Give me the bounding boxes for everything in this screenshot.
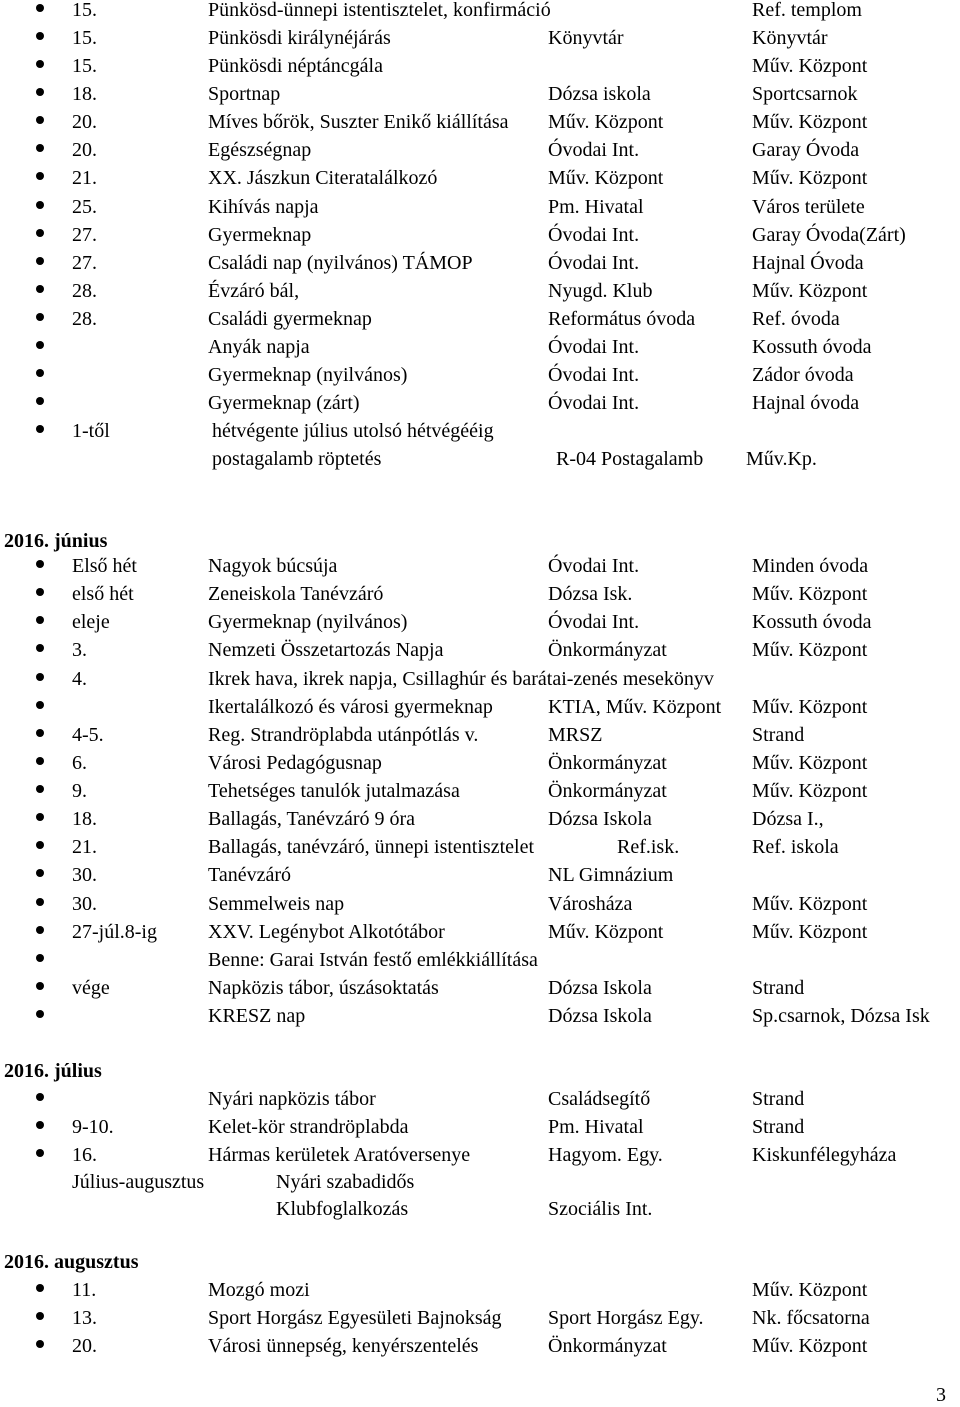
event-organizer: MRSZ <box>548 724 603 746</box>
list-item <box>0 334 960 360</box>
list-item-continuation <box>0 1196 960 1222</box>
list-item <box>0 666 960 692</box>
event-title: Gyermeknap <box>208 224 312 246</box>
bullet-icon <box>36 644 44 652</box>
event-organizer: Műv. Központ <box>548 167 664 189</box>
event-organizer: Óvodai Int. <box>548 555 640 577</box>
event-organizer: Óvodai Int. <box>548 252 640 274</box>
bullet-icon <box>36 1312 44 1320</box>
list-item <box>0 25 960 51</box>
event-organizer: Dózsa Iskola <box>548 1005 652 1027</box>
event-title: Ballagás, tanévzáró, ünnepi istentisztelet <box>208 836 534 858</box>
event-location: Zádor óvoda <box>752 364 854 386</box>
event-organizer: Református óvoda <box>548 308 696 330</box>
event-date: 28. <box>72 280 97 302</box>
event-date: 15. <box>72 27 97 49</box>
event-date: 20. <box>72 1335 97 1357</box>
bullet-icon <box>36 926 44 934</box>
event-location: Sp.csarnok, Dózsa Isk <box>752 1005 930 1027</box>
event-title-continuation: Klubfoglalkozás <box>276 1198 409 1220</box>
event-date: 18. <box>72 808 97 830</box>
event-organizer: Sport Horgász Egy. <box>548 1307 704 1329</box>
event-organizer: Nyugd. Klub <box>548 280 653 302</box>
bullet-icon <box>36 869 44 877</box>
list-item <box>0 1333 960 1359</box>
bullet-icon <box>36 898 44 906</box>
bullet-icon <box>36 285 44 293</box>
bullet-icon <box>36 982 44 990</box>
event-location: Műv. Központ <box>752 639 868 661</box>
event-title: Városi Pedagógusnap <box>208 752 382 774</box>
event-title: Gyermeknap (zárt) <box>208 392 360 414</box>
event-title: Sportnap <box>208 83 281 105</box>
event-organizer: Önkormányzat <box>548 639 667 661</box>
event-title: Míves bőrök, Suszter Enikő kiállítása <box>208 111 509 133</box>
bullet-icon <box>36 229 44 237</box>
list-item-continuation <box>0 446 960 472</box>
event-title: Tehetséges tanulók jutalmazása <box>208 780 460 802</box>
bullet-icon <box>36 88 44 96</box>
event-location: Könyvtár <box>752 27 828 49</box>
event-title: XXV. Legénybot Alkotótábor <box>208 921 445 943</box>
event-date: 15. <box>72 55 97 77</box>
section-heading-june: 2016. június <box>4 530 108 552</box>
event-location: Nk. főcsatorna <box>752 1307 870 1329</box>
bullet-icon <box>36 757 44 765</box>
list-item <box>0 834 960 860</box>
event-location: Ref. templom <box>752 0 862 21</box>
list-item <box>0 1086 960 1112</box>
event-title: Ikrek hava, ikrek napja, Csillaghúr és barátai-zenés mesekönyv <box>208 668 714 690</box>
event-location: Kossuth óvoda <box>752 336 872 358</box>
event-location: Ref. iskola <box>752 836 839 858</box>
list-item <box>0 1003 960 1029</box>
event-title: Benne: Garai István festő emlékkiállítása <box>208 949 538 971</box>
event-location: Műv. Központ <box>752 893 868 915</box>
event-date: 21. <box>72 167 97 189</box>
event-date: 1-től <box>72 420 110 442</box>
bullet-icon <box>36 701 44 709</box>
event-date: 4. <box>72 668 87 690</box>
event-organizer: Óvodai Int. <box>548 611 640 633</box>
bullet-icon <box>36 341 44 349</box>
event-location: Műv. Központ <box>752 752 868 774</box>
bullet-icon <box>36 841 44 849</box>
event-title: Nyári szabadidős <box>276 1171 415 1193</box>
event-title: Nemzeti Összetartozás Napja <box>208 639 444 661</box>
event-organizer: Családsegítő <box>548 1088 651 1110</box>
event-date: 27. <box>72 224 97 246</box>
list-item <box>0 722 960 748</box>
bullet-icon <box>36 560 44 568</box>
event-organizer: Dózsa Iskola <box>548 808 652 830</box>
list-item <box>0 637 960 663</box>
event-date: 9. <box>72 780 87 802</box>
event-date: 13. <box>72 1307 97 1329</box>
event-date: vége <box>72 977 110 999</box>
event-date: 30. <box>72 893 97 915</box>
event-title: Kihívás napja <box>208 196 319 218</box>
list-item <box>0 194 960 220</box>
event-organizer: Önkormányzat <box>548 1335 667 1357</box>
bullet-icon <box>36 172 44 180</box>
bullet-icon <box>36 729 44 737</box>
event-organizer: Városháza <box>548 893 633 915</box>
bullet-icon <box>36 116 44 124</box>
event-location: Műv. Központ <box>752 167 868 189</box>
list-item <box>0 609 960 635</box>
bullet-icon <box>36 616 44 624</box>
bullet-icon <box>36 144 44 152</box>
event-title: hétvégente július utolsó hétvégééig <box>212 420 494 442</box>
list-item <box>0 418 960 444</box>
event-title: KRESZ nap <box>208 1005 306 1027</box>
list-item <box>0 891 960 917</box>
event-date: 30. <box>72 864 97 886</box>
event-organizer: Óvodai Int. <box>548 224 640 246</box>
bullet-icon <box>36 313 44 321</box>
event-organizer: Könyvtár <box>548 27 624 49</box>
bullet-icon <box>36 813 44 821</box>
event-title: Nyári napközis tábor <box>208 1088 376 1110</box>
event-title: XX. Jászkun Citeratalálkozó <box>208 167 438 189</box>
event-organizer: KTIA, Műv. Központ <box>548 696 722 718</box>
event-title: Családi gyermeknap <box>208 308 372 330</box>
bullet-icon <box>36 1121 44 1129</box>
event-title: Gyermeknap (nyilvános) <box>208 364 408 386</box>
event-organizer: Óvodai Int. <box>548 392 640 414</box>
event-organizer: NL Gimnázium <box>548 864 674 886</box>
event-date: 4-5. <box>72 724 104 746</box>
event-organizer: Ref.isk. <box>617 836 680 858</box>
event-date: 20. <box>72 139 97 161</box>
event-title: Zeneiskola Tanévzáró <box>208 583 384 605</box>
list-item <box>0 390 960 416</box>
list-item <box>0 975 960 1001</box>
event-title: Kelet-kör strandröplabda <box>208 1116 409 1138</box>
event-location: Ref. óvoda <box>752 308 840 330</box>
list-item <box>0 362 960 388</box>
event-location: Dózsa I., <box>752 808 824 830</box>
list-item <box>0 1305 960 1331</box>
bullet-icon <box>36 1093 44 1101</box>
event-organizer: Óvodai Int. <box>548 364 640 386</box>
event-date: 25. <box>72 196 97 218</box>
bullet-icon <box>36 588 44 596</box>
event-date: 11. <box>72 1279 97 1301</box>
event-organizer: Dózsa Isk. <box>548 583 633 605</box>
event-location: Hajnal Óvoda <box>752 252 864 274</box>
event-date: 18. <box>72 83 97 105</box>
event-date: 27. <box>72 252 97 274</box>
section-heading-july: 2016. július <box>4 1060 102 1082</box>
event-location: Műv. Központ <box>752 921 868 943</box>
event-location: Sportcsarnok <box>752 83 858 105</box>
event-date: 15. <box>72 0 97 21</box>
event-date: első hét <box>72 583 134 605</box>
event-location: Műv. Központ <box>752 780 868 802</box>
list-item <box>0 0 960 23</box>
event-location: Kossuth óvoda <box>752 611 872 633</box>
event-title: Hármas kerületek Aratóversenye <box>208 1144 471 1166</box>
event-location: Műv. Központ <box>752 111 868 133</box>
event-title: Egészségnap <box>208 139 312 161</box>
event-organizer: Pm. Hivatal <box>548 196 644 218</box>
event-title: Sport Horgász Egyesületi Bajnokság <box>208 1307 502 1329</box>
bullet-icon <box>36 60 44 68</box>
event-title: Pünkösd-ünnepi istentisztelet, konfirmáció <box>208 0 551 21</box>
bullet-icon <box>36 1010 44 1018</box>
event-location: Minden óvoda <box>752 555 869 577</box>
event-organizer: Önkormányzat <box>548 780 667 802</box>
event-title: Családi nap (nyilvános) TÁMOP <box>208 252 473 274</box>
event-title: Anyák napja <box>208 336 310 358</box>
event-location: Strand <box>752 724 805 746</box>
event-title: Semmelweis nap <box>208 893 345 915</box>
event-date: eleje <box>72 611 110 633</box>
list-item <box>0 1169 960 1195</box>
event-title: Ikertalálkozó és városi gyermeknap <box>208 696 493 718</box>
event-location: Strand <box>752 1088 805 1110</box>
event-title: Évzáró bál, <box>208 280 300 302</box>
event-date: 9-10. <box>72 1116 114 1138</box>
event-organizer: R-04 Postagalamb <box>556 448 704 470</box>
event-title: Pünkösdi királynéjárás <box>208 27 391 49</box>
list-item <box>0 1277 960 1303</box>
bullet-icon <box>36 425 44 433</box>
event-title: Városi ünnepség, kenyérszentelés <box>208 1335 479 1357</box>
list-item <box>0 222 960 248</box>
event-location: Kiskunfélegyháza <box>752 1144 897 1166</box>
event-organizer: Dózsa iskola <box>548 83 651 105</box>
bullet-icon <box>36 785 44 793</box>
event-title: Mozgó mozi <box>208 1279 310 1301</box>
list-item <box>0 553 960 579</box>
bullet-icon <box>36 1284 44 1292</box>
list-item <box>0 947 960 973</box>
event-location: Város területe <box>752 196 865 218</box>
bullet-icon <box>36 954 44 962</box>
event-date: 6. <box>72 752 87 774</box>
bullet-icon <box>36 257 44 265</box>
event-organizer: Óvodai Int. <box>548 139 640 161</box>
bullet-icon <box>36 32 44 40</box>
event-location: Műv. Központ <box>752 280 868 302</box>
event-title: Napközis tábor, úszásoktatás <box>208 977 439 999</box>
event-organizer: Pm. Hivatal <box>548 1116 644 1138</box>
event-date: Első hét <box>72 555 137 577</box>
event-organizer: Hagyom. Egy. <box>548 1144 663 1166</box>
event-location: Műv. Központ <box>752 1335 868 1357</box>
event-date: 16. <box>72 1144 97 1166</box>
list-item <box>0 919 960 945</box>
bullet-icon <box>36 4 44 12</box>
list-item <box>0 806 960 832</box>
event-organizer: Műv. Központ <box>548 111 664 133</box>
event-title-continuation: postagalamb röptetés <box>212 448 382 470</box>
list-item <box>0 278 960 304</box>
list-item <box>0 862 960 888</box>
section-heading-august: 2016. augusztus <box>4 1251 139 1273</box>
bullet-icon <box>36 1149 44 1157</box>
event-organizer: Önkormányzat <box>548 752 667 774</box>
event-location: Műv. Központ <box>752 696 868 718</box>
event-date: 3. <box>72 639 87 661</box>
event-date: 27-júl.8-ig <box>72 921 157 943</box>
list-item <box>0 81 960 107</box>
event-organizer: Szociális Int. <box>548 1198 653 1220</box>
bullet-icon <box>36 369 44 377</box>
event-title: Gyermeknap (nyilvános) <box>208 611 408 633</box>
event-date: 28. <box>72 308 97 330</box>
event-location: Műv. Központ <box>752 583 868 605</box>
event-organizer: Dózsa Iskola <box>548 977 652 999</box>
list-item <box>0 250 960 276</box>
page-number: 3 <box>936 1384 946 1406</box>
event-location: Műv. Központ <box>752 1279 868 1301</box>
event-title: Tanévzáró <box>208 864 291 886</box>
event-title: Ballagás, Tanévzáró 9 óra <box>208 808 416 830</box>
list-item <box>0 1114 960 1140</box>
list-item <box>0 694 960 720</box>
event-location: Strand <box>752 1116 805 1138</box>
event-location: Műv.Kp. <box>746 448 817 470</box>
event-date: 20. <box>72 111 97 133</box>
bullet-icon <box>36 397 44 405</box>
event-location: Hajnal óvoda <box>752 392 860 414</box>
bullet-icon <box>36 1340 44 1348</box>
event-organizer: Óvodai Int. <box>548 336 640 358</box>
event-title: Nagyok búcsúja <box>208 555 338 577</box>
list-item <box>0 137 960 163</box>
event-title: Reg. Strandröplabda utánpótlás v. <box>208 724 479 746</box>
list-item <box>0 109 960 135</box>
list-item <box>0 778 960 804</box>
event-location: Garay Óvoda <box>752 139 860 161</box>
event-date: 21. <box>72 836 97 858</box>
list-item <box>0 1142 960 1168</box>
bullet-icon <box>36 201 44 209</box>
event-location: Műv. Központ <box>752 55 868 77</box>
event-location: Strand <box>752 977 805 999</box>
event-organizer: Műv. Központ <box>548 921 664 943</box>
list-item <box>0 53 960 79</box>
event-date: Július-augusztus <box>72 1171 205 1193</box>
event-title: Pünkösdi néptáncgála <box>208 55 383 77</box>
list-item <box>0 306 960 332</box>
event-location: Garay Óvoda(Zárt) <box>752 224 906 246</box>
list-item <box>0 165 960 191</box>
list-item <box>0 750 960 776</box>
list-item <box>0 581 960 607</box>
bullet-icon <box>36 673 44 681</box>
